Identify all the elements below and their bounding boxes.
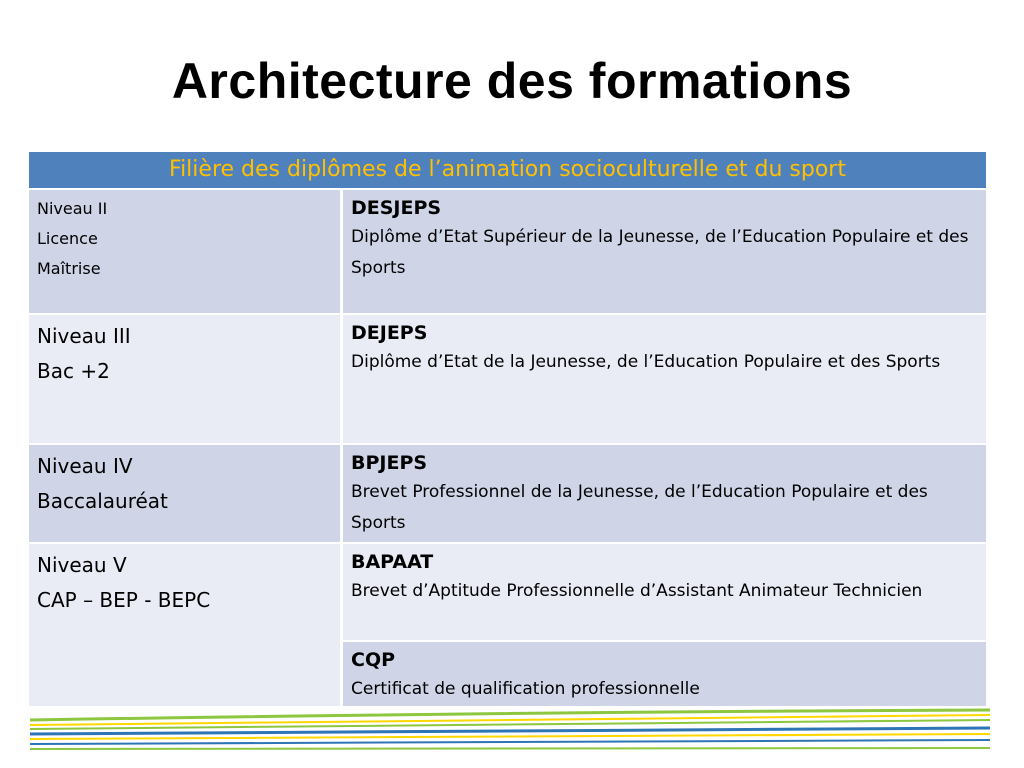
diploma-code: BPJEPS: [351, 452, 428, 474]
level-line: Niveau IV: [37, 454, 133, 478]
blue-stripe: [30, 740, 990, 744]
level-line: CAP – BEP - BEPC: [37, 588, 211, 612]
green-stripe: [30, 710, 990, 720]
formations-table: [29, 152, 988, 708]
level-line: Maîtrise: [37, 259, 101, 278]
level-line: Niveau II: [37, 199, 108, 218]
level-line: Niveau V: [37, 553, 127, 577]
table-header: Filière des diplômes de l’animation socioculturelle et du sport: [29, 152, 988, 190]
diploma-cell-cqp: [342, 642, 988, 708]
diploma-cell-desjeps: [342, 190, 988, 315]
diploma-code: DESJEPS: [351, 197, 442, 219]
level-cell-niveau-4: [29, 445, 342, 544]
level-cell-niveau-2: [29, 190, 342, 315]
diploma-cell-bapaat: [342, 544, 988, 642]
diploma-code: DEJEPS: [351, 322, 428, 344]
green-stripe: [30, 748, 990, 749]
level-line: Niveau III: [37, 324, 131, 348]
level-cell-niveau-3: [29, 315, 342, 445]
decorative-stripes: [30, 706, 990, 756]
diploma-description: Diplôme d’Etat de la Jeunesse, de l’Education Populaire et des Sports: [351, 352, 941, 372]
diploma-description: Brevet d’Aptitude Professionnelle d’Assistant Animateur Technicien: [351, 581, 923, 601]
diploma-code: BAPAAT: [351, 551, 434, 573]
level-cell-niveau-5: [29, 544, 342, 708]
yellow-stripe: [30, 734, 990, 739]
diploma-description: Diplôme d’Etat Supérieur de la Jeunesse, de l’Education Populaire et des Sports: [351, 227, 969, 278]
level-line: Baccalauréat: [37, 489, 168, 513]
diploma-description: Brevet Professionnel de la Jeunesse, de l’Education Populaire et des Sports: [351, 482, 928, 533]
level-line: Licence: [37, 229, 98, 248]
diploma-cell-bpjeps: [342, 445, 988, 544]
slide-title: Architecture des formations: [171, 53, 853, 109]
diploma-code: CQP: [351, 649, 396, 671]
diploma-description: Certificat de qualification professionnelle: [351, 679, 700, 699]
level-line: Bac +2: [37, 359, 110, 383]
diploma-cell-dejeps: [342, 315, 988, 445]
blue-stripe: [30, 728, 990, 734]
